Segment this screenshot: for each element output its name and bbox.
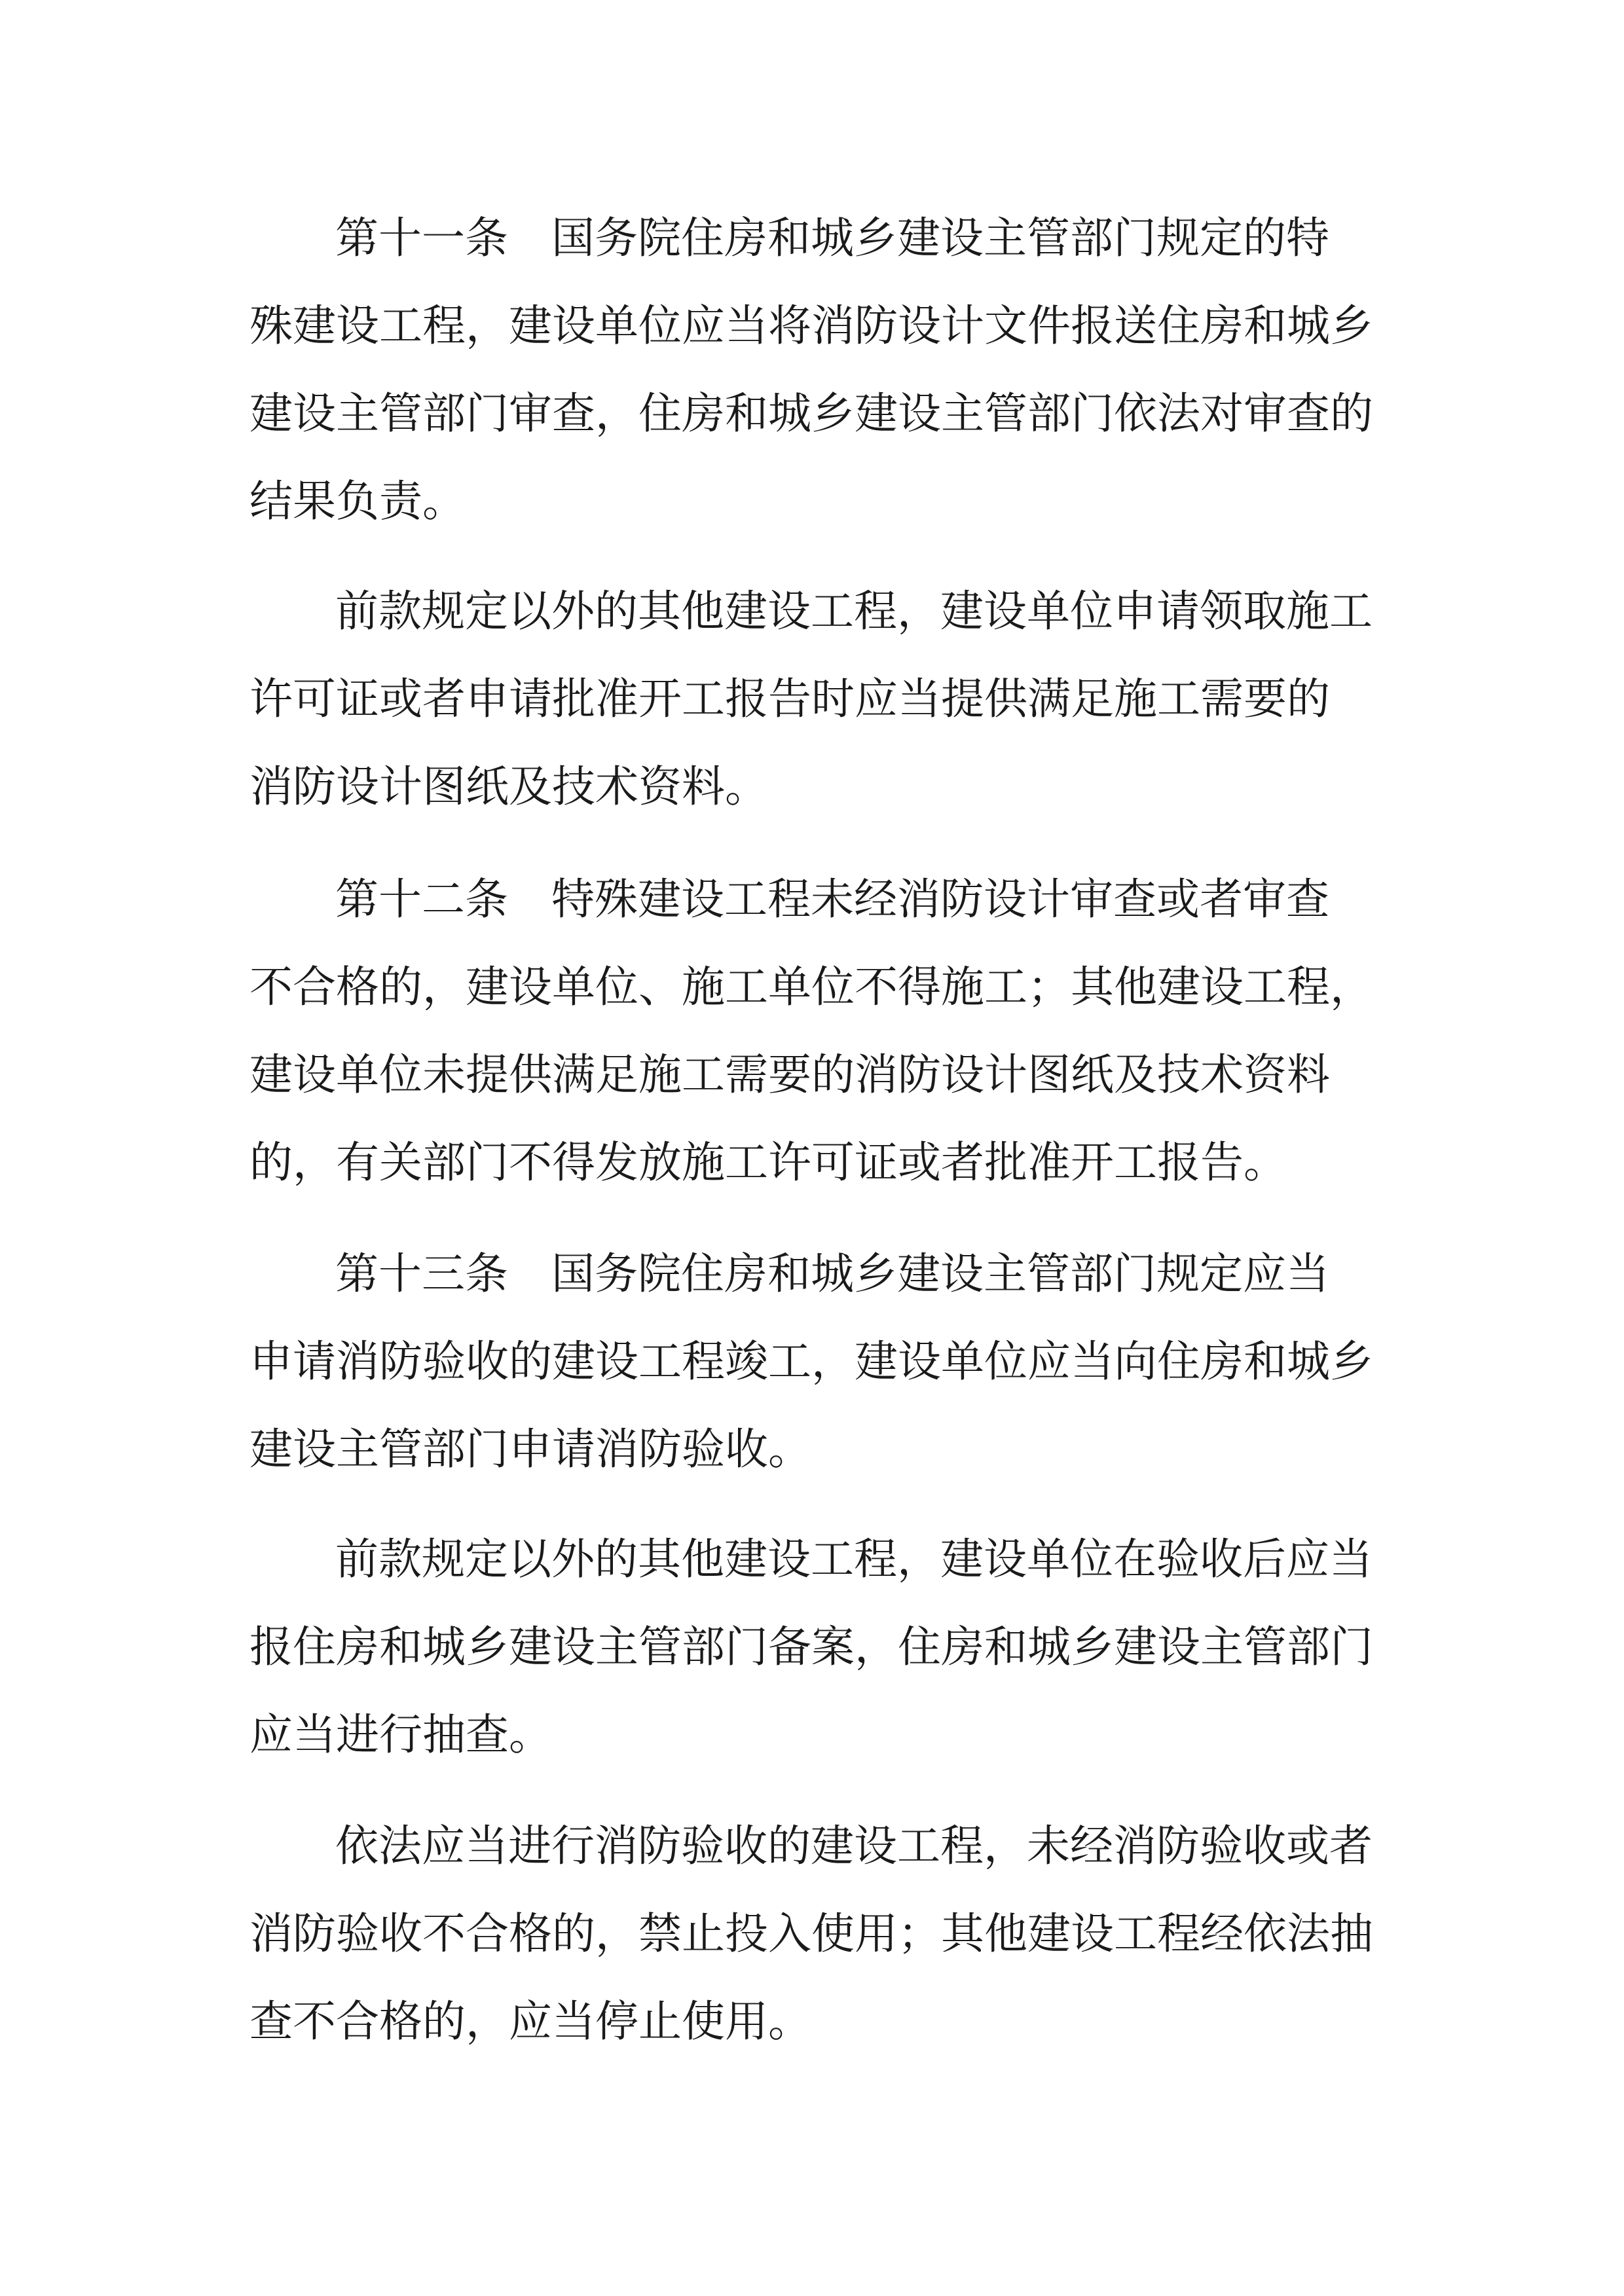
text-line: 申请消防验收的建设工程竣工，建设单位应当向住房和城乡 [249,1336,1373,1387]
article-number: 第十三条 [335,1248,508,1299]
text-line: 应当进行抽查。 [249,1709,552,1760]
text-line: 建设主管部门审查，住房和城乡建设主管部门依法对审查的 [249,388,1373,439]
text-line: 查不合格的，应当停止使用。 [249,1996,811,2047]
line-text: 国务院住房和城乡建设主管部门规定的特 [551,213,1329,263]
text-line: 的，有关部门不得发放施工许可证或者批准开工报告。 [249,1137,1287,1188]
text-line: 不合格的，建设单位、施工单位不得施工；其他建设工程， [249,962,1373,1012]
text-line [335,212,1329,264]
text-line: 许可证或者申请批准开工报告时应当提供满足施工需要的 [249,674,1330,724]
article-number: 第十二条 [335,874,508,924]
text-line [335,1248,1329,1300]
text-line [335,873,1329,926]
text-line: 消防验收不合格的，禁止投入使用；其他建设工程经依法抽 [249,1908,1373,1959]
text-line: 报住房和城乡建设主管部门备案，住房和城乡建设主管部门 [249,1622,1373,1672]
text-line: 建设主管部门申请消防验收。 [249,1424,811,1474]
text-line: 依法应当进行消防验收的建设工程，未经消防验收或者 [335,1821,1373,1871]
text-line: 殊建设工程，建设单位应当将消防设计文件报送住房和城乡 [249,301,1373,351]
article-number: 第十一条 [335,213,508,263]
text-line: 建设单位未提供满足施工需要的消防设计图纸及技术资料 [249,1049,1330,1100]
text-line: 结果负责。 [249,476,466,526]
line-text: 特殊建设工程未经消防设计审查或者审查 [551,874,1329,924]
text-line: 前款规定以外的其他建设工程，建设单位在验收后应当 [335,1534,1373,1584]
text-line: 消防设计图纸及技术资料。 [249,761,768,812]
text-line: 前款规定以外的其他建设工程，建设单位申请领取施工 [335,586,1373,636]
line-text: 国务院住房和城乡建设主管部门规定应当 [551,1248,1329,1299]
